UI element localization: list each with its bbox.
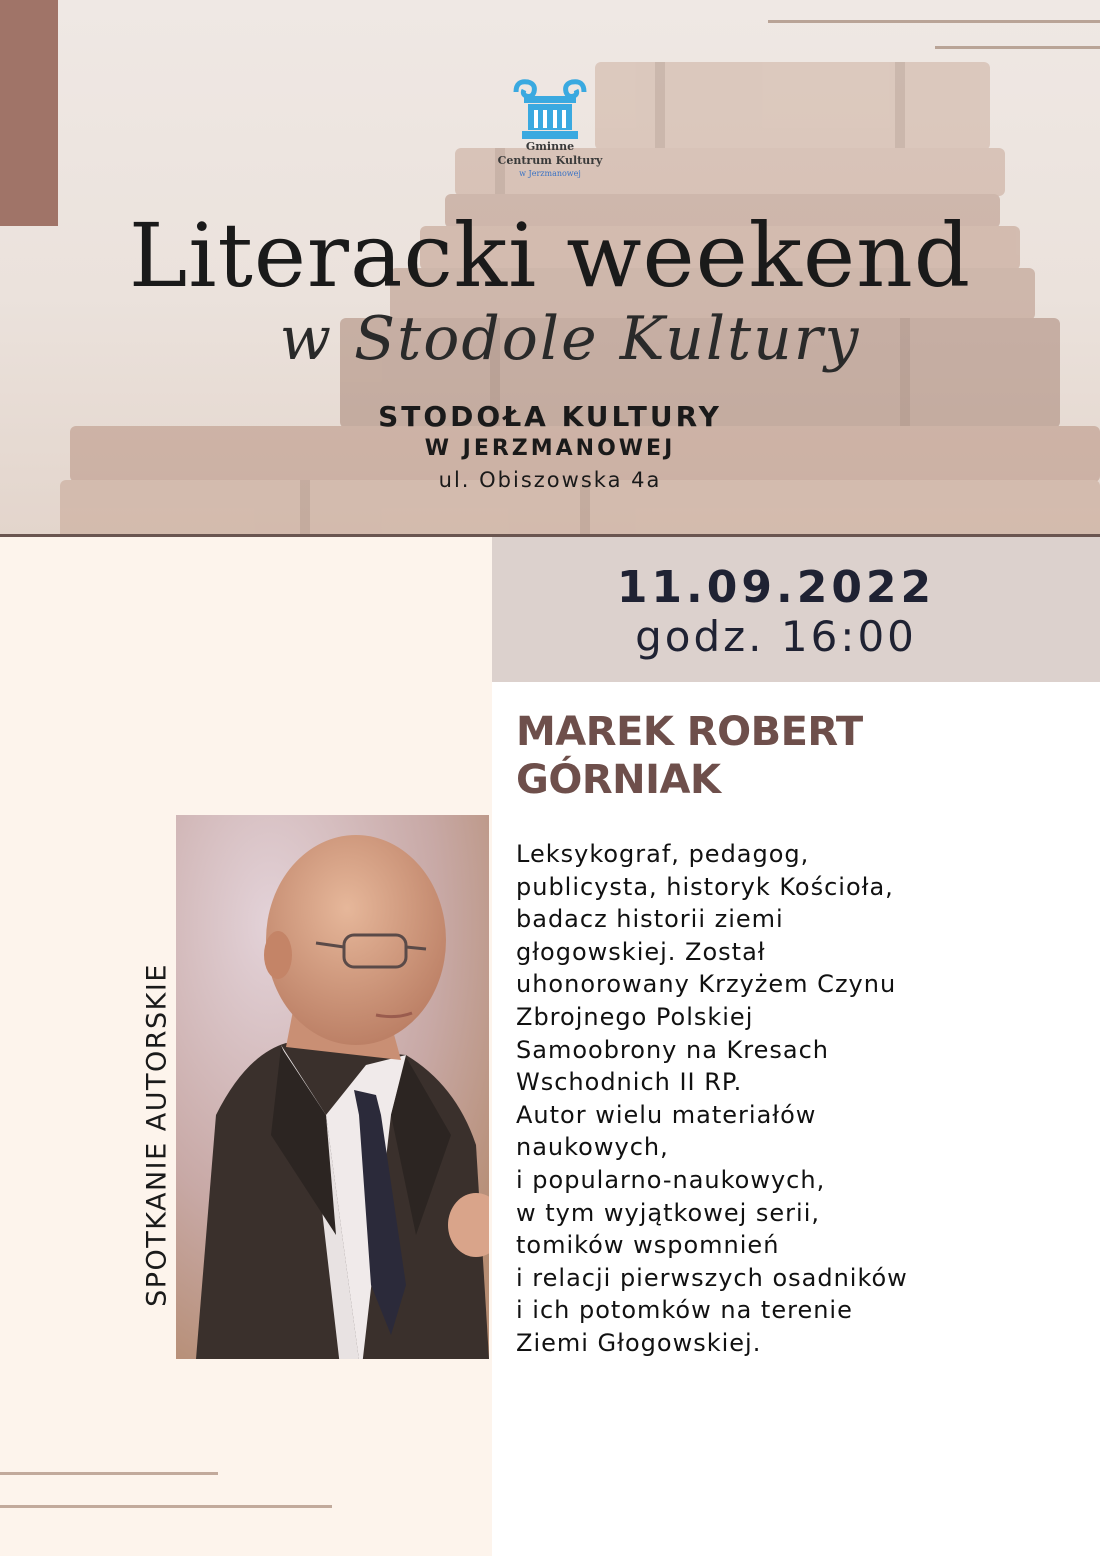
bio-line: i popularno-naukowych, [516,1165,826,1194]
speaker-name [516,708,1076,804]
bio-line: Ziemi Głogowskiej. [516,1328,762,1357]
speaker-name-line1: MAREK ROBERT [516,709,863,755]
speaker-bio [516,838,1086,1360]
logo-text-line3: w Jerzmanowej [519,169,581,178]
decor-line-top-1 [768,20,1100,23]
bio-line: naukowych, [516,1133,669,1162]
venue-location: W JERZMANOWEJ [424,436,676,461]
venue-name: STODOŁA KULTURY [378,400,722,433]
event-time: godz. 16:00 [635,612,917,661]
bio-line: Zbrojnego Polskiej [516,1002,754,1031]
speaker-name-line2: GÓRNIAK [516,757,721,803]
bio-line: Autor wielu materiałów [516,1100,817,1129]
book [595,62,990,150]
bio-line: i relacji pierwszych osadników [516,1263,908,1292]
logo-text-line2: Centrum Kultury [497,154,603,167]
portrait-illustration [176,815,489,1359]
bio-line: Samoobrony na Kresach [516,1035,829,1064]
event-date: 11.09.2022 [616,562,936,613]
bio-line: publicysta, historyk Kościoła, [516,872,894,901]
bio-line: i ich potomków na terenie [516,1296,853,1325]
speaker-portrait [176,815,489,1359]
decor-line-bottom-2 [0,1505,332,1508]
gck-logo [490,78,610,179]
decor-line-top-2 [935,46,1100,49]
accent-block [0,0,58,226]
event-type-label: SPOTKANIE AUTORSKIE [141,963,173,1307]
bio-line: w tym wyjątkowej serii, [516,1198,821,1227]
event-subtitle: w Stodole Kultury [279,304,861,374]
venue-address: ul. Obiszowska 4a [438,468,662,492]
bio-line: głogowskiej. Został [516,937,766,966]
bio-line: uhonorowany Krzyżem Czynu [516,970,897,999]
decor-line-bottom-1 [0,1472,218,1475]
logo-text-line1: Gminne [525,140,575,153]
bio-line: tomików wspomnień [516,1231,780,1260]
bio-line: badacz historii ziemi [516,905,784,934]
ionic-column-icon [512,78,588,140]
bio-line: Wschodnich II RP. [516,1068,743,1097]
event-title: Literacki weekend [128,204,972,307]
bio-line: Leksykograf, pedagog, [516,840,810,868]
